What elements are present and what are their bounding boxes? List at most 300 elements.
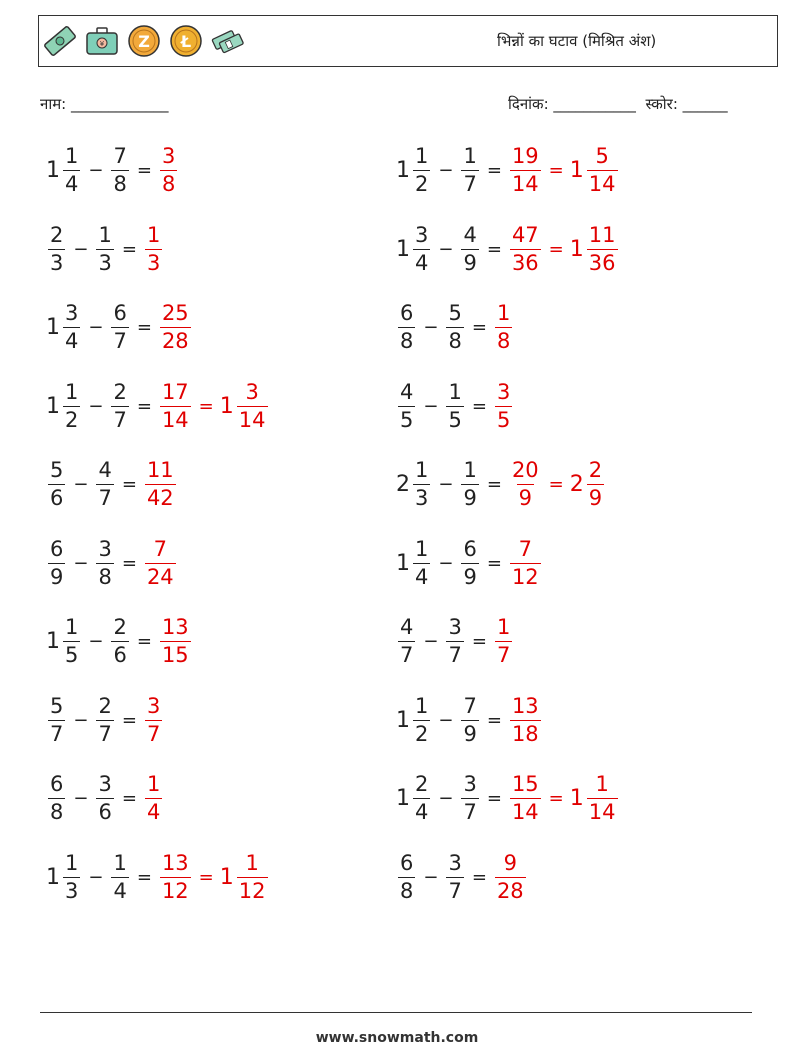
answer-fraction-numerator: 13	[161, 850, 189, 875]
answer-fraction	[145, 460, 176, 509]
answer	[143, 774, 164, 823]
first-fraction-denominator: 7	[50, 721, 64, 746]
answer-fraction	[510, 536, 541, 589]
first-fraction-denominator: 4	[65, 329, 79, 353]
problem-15	[396, 460, 606, 509]
answer-fraction-denominator: 8	[496, 329, 511, 353]
answer	[158, 379, 270, 432]
first-fraction-numerator: 2	[50, 222, 64, 247]
svg-text:Z: Z	[138, 32, 150, 51]
answer-fraction	[510, 693, 541, 746]
first-fraction-numerator: 1	[415, 144, 429, 168]
second-fraction-denominator: 7	[448, 878, 462, 903]
equals-sign: =	[121, 238, 137, 260]
answer-mixed-number	[570, 460, 606, 509]
second-fraction-numerator: 1	[98, 222, 112, 247]
problem-12	[396, 222, 620, 275]
problem-14	[396, 379, 514, 432]
first-fraction	[63, 146, 80, 195]
first-fraction	[398, 617, 415, 666]
answer-fraction-denominator: 14	[511, 800, 539, 824]
answer-fraction	[510, 146, 541, 195]
answer-fraction	[510, 222, 541, 275]
answer-equals-sign: =	[198, 866, 214, 888]
answer-mixed-fraction-denominator: 14	[238, 407, 266, 432]
first-fraction-denominator: 7	[400, 643, 414, 667]
minus-sign: −	[438, 238, 454, 260]
answer-equals-sign: =	[548, 238, 564, 260]
first-whole-number: 1	[396, 158, 410, 183]
minus-sign: −	[438, 552, 454, 574]
first-fraction	[63, 303, 80, 352]
answer-fraction	[160, 146, 177, 195]
answer-fraction-denominator: 7	[146, 721, 161, 746]
first-fraction	[398, 379, 415, 432]
second-fraction-denominator: 9	[463, 721, 477, 746]
second-fraction-numerator: 7	[463, 693, 477, 718]
first-fraction-denominator: 2	[65, 407, 79, 432]
answer-equals-sign: =	[548, 788, 564, 809]
date-score-label: दिनांक: ___________ स्कोर: ______	[508, 95, 728, 113]
answer-mixed-number	[569, 222, 620, 275]
answer-fraction-denominator: 12	[161, 878, 189, 903]
first-fraction-numerator: 1	[415, 458, 429, 482]
answer-mixed-number	[570, 774, 620, 823]
first-whole-number: 1	[46, 393, 60, 419]
first-fraction-numerator: 4	[400, 615, 414, 639]
answer	[158, 146, 179, 195]
second-fraction	[446, 379, 463, 432]
answer-fraction-denominator: 36	[511, 250, 539, 275]
answer-mixed-fraction-numerator: 11	[588, 222, 616, 247]
first-fraction-numerator: 4	[400, 379, 414, 404]
first-whole-number: 1	[396, 550, 410, 576]
first-fraction	[413, 774, 430, 823]
second-fraction	[96, 536, 113, 589]
second-fraction-denominator: 8	[448, 329, 462, 353]
second-fraction	[96, 693, 113, 746]
first-whole-number: 1	[396, 786, 410, 811]
minus-sign: −	[88, 317, 104, 338]
second-fraction-denominator: 7	[113, 407, 127, 432]
first-fraction	[413, 222, 430, 275]
first-fraction-numerator: 6	[50, 772, 64, 796]
answer-fraction-denominator: 18	[511, 721, 539, 746]
header-box	[38, 15, 778, 67]
second-fraction	[461, 536, 478, 589]
answer	[143, 693, 164, 746]
second-fraction-numerator: 3	[448, 615, 462, 639]
second-fraction-denominator: 9	[463, 250, 477, 275]
problem-17	[396, 617, 514, 666]
answer-whole-number: 1	[569, 158, 584, 183]
minus-sign: −	[438, 474, 454, 495]
answer-mixed-fraction	[587, 460, 604, 509]
second-fraction	[111, 146, 128, 195]
first-fraction-numerator: 1	[65, 850, 79, 875]
header-icons	[43, 21, 245, 61]
answer-mixed-fraction-denominator: 12	[238, 878, 266, 903]
answer	[143, 460, 178, 509]
answer-fraction-numerator: 11	[146, 458, 174, 482]
equals-sign: =	[121, 709, 137, 731]
answer	[508, 460, 606, 509]
problem-2	[46, 222, 164, 275]
minus-sign: −	[423, 866, 439, 888]
first-fraction	[413, 536, 430, 589]
second-fraction-numerator: 5	[448, 301, 462, 325]
first-fraction	[413, 460, 430, 509]
first-fraction-denominator: 6	[50, 486, 64, 510]
first-fraction-denominator: 8	[400, 878, 414, 903]
answer	[143, 536, 178, 589]
answer-mixed-fraction	[587, 146, 618, 195]
problem-1	[46, 146, 179, 195]
second-fraction-denominator: 9	[463, 564, 477, 589]
second-fraction-numerator: 3	[98, 772, 112, 796]
first-fraction-numerator: 6	[400, 301, 414, 325]
answer-fraction-denominator: 28	[161, 329, 189, 353]
answer-mixed-fraction-numerator: 5	[595, 144, 609, 168]
second-fraction	[111, 303, 128, 352]
answer-fraction	[495, 379, 512, 432]
second-fraction	[96, 222, 113, 275]
second-fraction	[461, 222, 478, 275]
answer-fraction-numerator: 15	[511, 772, 539, 796]
first-fraction	[398, 850, 415, 903]
problem-5	[46, 460, 178, 509]
problem-11	[396, 146, 620, 195]
equals-sign: =	[471, 317, 487, 338]
first-fraction-denominator: 8	[400, 329, 414, 353]
first-fraction-numerator: 3	[65, 301, 79, 325]
first-fraction	[63, 617, 80, 666]
equals-sign: =	[136, 160, 152, 181]
first-fraction-denominator: 2	[415, 721, 429, 746]
answer-fraction-numerator: 3	[161, 144, 176, 168]
answer-fraction	[160, 379, 191, 432]
answer-fraction	[495, 850, 526, 903]
answer-whole-number: 2	[569, 472, 584, 497]
minus-sign: −	[438, 788, 454, 809]
second-fraction	[446, 850, 463, 903]
second-fraction	[111, 617, 128, 666]
minus-sign: −	[88, 866, 104, 888]
answer-mixed-fraction-numerator: 3	[245, 379, 259, 404]
answer	[508, 693, 543, 746]
minus-sign: −	[73, 788, 89, 809]
answer-mixed-number	[570, 146, 620, 195]
svg-text:Ł: Ł	[180, 32, 192, 51]
second-fraction-denominator: 7	[113, 329, 127, 353]
name-field-label: नाम: _____________	[40, 95, 169, 113]
problem-4	[46, 379, 270, 432]
second-fraction-denominator: 7	[448, 643, 462, 667]
equals-sign: =	[121, 788, 137, 809]
footer-divider	[40, 1012, 752, 1013]
second-fraction	[111, 850, 128, 903]
equals-sign: =	[486, 709, 502, 731]
second-fraction-numerator: 1	[463, 458, 477, 482]
second-fraction-numerator: 1	[448, 379, 462, 404]
answer-fraction-numerator: 47	[511, 222, 539, 247]
answer-whole-number: 1	[219, 393, 234, 419]
answer	[158, 850, 270, 903]
first-whole-number: 1	[46, 629, 60, 654]
problem-16	[396, 536, 543, 589]
zcash-coin-icon	[127, 24, 161, 58]
answer-fraction	[160, 303, 191, 352]
second-fraction	[96, 460, 113, 509]
first-fraction	[48, 222, 65, 275]
minus-sign: −	[73, 238, 89, 260]
second-fraction	[461, 460, 478, 509]
second-fraction-numerator: 6	[113, 301, 127, 325]
answer	[158, 303, 193, 352]
answer-fraction	[145, 774, 162, 823]
second-fraction-numerator: 6	[463, 536, 477, 561]
answer-fraction	[145, 222, 162, 275]
minus-sign: −	[73, 552, 89, 574]
answer-fraction-numerator: 25	[161, 301, 189, 325]
answer-fraction	[160, 850, 191, 903]
first-fraction	[398, 303, 415, 352]
answer-fraction-denominator: 8	[161, 172, 176, 196]
answer-fraction-numerator: 17	[161, 379, 189, 404]
answer-fraction	[510, 460, 541, 509]
answer-whole-number: 1	[569, 236, 584, 262]
first-fraction	[48, 460, 65, 509]
first-fraction	[413, 693, 430, 746]
litecoin-icon	[169, 24, 203, 58]
first-fraction-denominator: 4	[415, 564, 429, 589]
second-fraction-numerator: 4	[463, 222, 477, 247]
first-fraction-numerator: 2	[415, 772, 429, 796]
equals-sign: =	[486, 160, 502, 181]
answer	[508, 536, 543, 589]
problem-19	[396, 774, 620, 823]
minus-sign: −	[88, 395, 104, 417]
briefcase-icon	[85, 24, 119, 58]
first-fraction	[63, 850, 80, 903]
answer-fraction-numerator: 3	[496, 379, 511, 404]
second-fraction	[111, 379, 128, 432]
second-fraction-numerator: 3	[463, 772, 477, 796]
second-fraction-numerator: 3	[448, 850, 462, 875]
minus-sign: −	[88, 631, 104, 652]
answer-mixed-fraction-denominator: 9	[588, 486, 603, 510]
answer-fraction	[495, 617, 512, 666]
second-fraction-numerator: 2	[113, 615, 127, 639]
answer-mixed-number	[219, 850, 270, 903]
first-fraction-numerator: 1	[65, 615, 79, 639]
first-whole-number: 1	[396, 707, 410, 733]
first-fraction-numerator: 1	[65, 144, 79, 168]
second-fraction	[461, 693, 478, 746]
answer-whole-number: 1	[569, 786, 584, 811]
minus-sign: −	[438, 160, 454, 181]
answer-fraction	[145, 536, 176, 589]
first-fraction-numerator: 3	[415, 222, 429, 247]
first-fraction-numerator: 5	[50, 693, 64, 718]
answer-fraction-denominator: 4	[146, 800, 161, 824]
answer	[508, 146, 620, 195]
first-fraction-denominator: 5	[400, 407, 414, 432]
answer-fraction-numerator: 9	[503, 850, 517, 875]
second-fraction-numerator: 1	[113, 850, 127, 875]
first-whole-number: 1	[46, 315, 60, 340]
second-fraction	[461, 146, 478, 195]
answer-fraction-numerator: 7	[518, 536, 532, 561]
answer-fraction-denominator: 3	[146, 250, 161, 275]
answer-fraction-numerator: 1	[496, 301, 511, 325]
answer	[508, 774, 620, 823]
minus-sign: −	[73, 709, 89, 731]
equals-sign: =	[471, 866, 487, 888]
answer-fraction	[145, 693, 162, 746]
first-fraction	[48, 536, 65, 589]
answer-equals-sign: =	[548, 474, 564, 495]
first-fraction-denominator: 3	[415, 486, 429, 510]
second-fraction	[446, 303, 463, 352]
equals-sign: =	[121, 552, 137, 574]
problem-10	[46, 850, 270, 903]
answer-mixed-fraction-denominator: 14	[588, 172, 616, 196]
first-fraction	[413, 146, 430, 195]
second-fraction-denominator: 7	[98, 486, 112, 510]
answer-fraction-denominator: 9	[518, 486, 532, 510]
first-fraction-denominator: 4	[65, 172, 79, 196]
answer-whole-number: 1	[219, 864, 234, 890]
equals-sign: =	[136, 317, 152, 338]
second-fraction-denominator: 5	[448, 407, 462, 432]
equals-sign: =	[486, 474, 502, 495]
problem-13	[396, 303, 514, 352]
second-fraction-denominator: 4	[113, 878, 127, 903]
second-fraction-denominator: 7	[98, 721, 112, 746]
answer-mixed-fraction	[587, 222, 618, 275]
answer	[158, 617, 193, 666]
first-fraction-numerator: 1	[415, 693, 429, 718]
answer-fraction-denominator: 14	[161, 407, 189, 432]
second-fraction-denominator: 7	[463, 172, 477, 196]
equals-sign: =	[136, 631, 152, 652]
minus-sign: −	[73, 474, 89, 495]
second-fraction-denominator: 3	[98, 250, 112, 275]
problem-8	[46, 693, 164, 746]
answer-fraction-denominator: 7	[496, 643, 511, 667]
second-fraction-numerator: 3	[98, 536, 112, 561]
problem-3	[46, 303, 193, 352]
first-fraction-denominator: 5	[65, 643, 79, 667]
answer-mixed-fraction-denominator: 14	[588, 800, 616, 824]
equals-sign: =	[486, 552, 502, 574]
first-fraction-denominator: 2	[415, 172, 429, 196]
answer-mixed-number	[219, 379, 270, 432]
first-whole-number: 2	[396, 472, 410, 497]
first-fraction-numerator: 5	[50, 458, 64, 482]
first-whole-number: 1	[396, 236, 410, 262]
first-fraction-denominator: 4	[415, 800, 429, 824]
answer-fraction-denominator: 42	[146, 486, 174, 510]
equals-sign: =	[136, 866, 152, 888]
answer-fraction-numerator: 7	[153, 536, 167, 561]
second-fraction	[96, 774, 113, 823]
problem-20	[396, 850, 528, 903]
second-fraction-denominator: 7	[463, 800, 477, 824]
answer-fraction-denominator: 5	[496, 407, 511, 432]
equals-sign: =	[136, 395, 152, 417]
answer-fraction	[510, 774, 541, 823]
equals-sign: =	[486, 788, 502, 809]
first-fraction-numerator: 6	[50, 536, 64, 561]
equals-sign: =	[471, 395, 487, 417]
first-fraction	[48, 774, 65, 823]
answer-fraction	[495, 303, 512, 352]
equals-sign: =	[486, 238, 502, 260]
answer-fraction-numerator: 3	[146, 693, 161, 718]
money-bill-icon	[43, 24, 77, 58]
answer-fraction	[160, 617, 191, 666]
second-fraction-numerator: 2	[98, 693, 112, 718]
problem-7	[46, 617, 193, 666]
first-fraction-denominator: 3	[65, 878, 79, 903]
second-fraction-denominator: 6	[98, 800, 112, 824]
equals-sign: =	[471, 631, 487, 652]
second-fraction	[461, 774, 478, 823]
equals-sign: =	[121, 474, 137, 495]
answer	[493, 303, 514, 352]
first-fraction-denominator: 4	[415, 250, 429, 275]
answer-mixed-fraction	[237, 850, 268, 903]
answer-fraction-numerator: 1	[146, 772, 161, 796]
first-fraction-numerator: 1	[65, 379, 79, 404]
answer	[143, 222, 164, 275]
cash-stack-icon	[211, 24, 245, 58]
answer-fraction-denominator: 12	[511, 564, 539, 589]
first-fraction	[48, 693, 65, 746]
footer-url: www.snowmath.com	[315, 1030, 479, 1046]
answer-equals-sign: =	[198, 395, 214, 417]
second-fraction-numerator: 2	[113, 379, 127, 404]
answer-fraction-numerator: 13	[161, 615, 189, 639]
minus-sign: −	[423, 395, 439, 417]
answer-fraction-numerator: 20	[511, 458, 539, 482]
answer-equals-sign: =	[548, 160, 564, 181]
answer-mixed-fraction	[237, 379, 268, 432]
answer-fraction-numerator: 1	[146, 222, 161, 247]
answer-mixed-fraction	[587, 774, 618, 823]
answer-fraction-denominator: 28	[496, 878, 524, 903]
first-fraction-denominator: 8	[50, 800, 64, 824]
first-fraction-numerator: 1	[415, 536, 429, 561]
answer	[493, 850, 528, 903]
second-fraction-denominator: 8	[98, 564, 112, 589]
second-fraction-denominator: 6	[113, 643, 127, 667]
answer	[508, 222, 620, 275]
answer-mixed-fraction-denominator: 36	[588, 250, 616, 275]
answer-fraction-denominator: 24	[146, 564, 174, 589]
second-fraction-denominator: 9	[463, 486, 477, 510]
answer-fraction-numerator: 19	[511, 144, 539, 168]
first-whole-number: 1	[46, 864, 60, 890]
minus-sign: −	[423, 631, 439, 652]
first-fraction	[63, 379, 80, 432]
minus-sign: −	[88, 160, 104, 181]
minus-sign: −	[423, 317, 439, 338]
answer-fraction-denominator: 14	[511, 172, 539, 196]
answer-mixed-fraction-numerator: 1	[595, 772, 609, 796]
